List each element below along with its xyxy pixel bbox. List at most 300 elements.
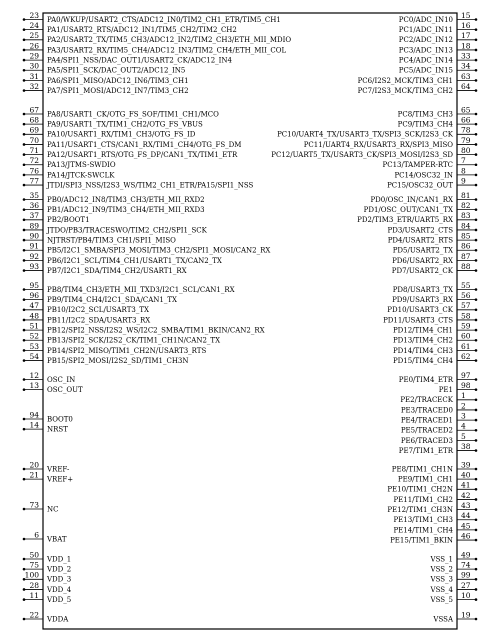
pin-name: VSS_4 [430, 585, 453, 594]
pin-name: PD0/OSC_IN/CAN1_RX [370, 195, 453, 204]
pin-number: 9 [461, 176, 466, 186]
pin-end-dot [23, 229, 26, 232]
pin-number: 42 [461, 490, 471, 500]
pin-name: PC12/UART5_TX/USART3_CK/SPI3_MOSI/I2S3_SD [271, 151, 453, 159]
pin-name: NJTRST/PB4/TIM3_CH1/SPI1_MISO [47, 236, 176, 245]
pin-end-dot [23, 359, 26, 362]
pin-number: 2 [461, 401, 466, 411]
pin-end-dot [475, 319, 478, 322]
pin-end-dot [475, 598, 478, 601]
pin-number: 66 [461, 115, 471, 125]
pin-number: 97 [461, 370, 471, 380]
pin-number: 50 [29, 550, 39, 560]
pin-end-dot [23, 198, 26, 201]
pin-number: 95 [29, 280, 39, 290]
pin-number: 14 [29, 420, 39, 430]
pin-end-dot [475, 208, 478, 211]
pin-number: 8 [461, 166, 466, 176]
pin-end-dot [475, 113, 478, 116]
pin-name: PB13/SPI2_SCK/I2S2_CK/TIM1_CH1N/CAN2_TX [47, 336, 221, 345]
pin-name: OSC_OUT [47, 386, 83, 395]
pin-22 [23, 610, 70, 623]
pin-end-dot [475, 163, 478, 166]
pin-number: 40 [461, 470, 471, 480]
pin-number: 4 [461, 421, 466, 431]
pin-name: PC15/OSC32_OUT [387, 181, 453, 190]
pin-number: 12 [29, 370, 39, 380]
pin-end-dot [475, 339, 478, 342]
pin-end-dot [475, 498, 478, 501]
pin-name: PA10/USART1_RX/TIM1_CH3/OTG_FS_ID [47, 130, 196, 139]
pin-name: PA6/SPI1_MISO/ADC12_IN6/TIM3_CH1 [47, 76, 189, 85]
pin-name: PB14/SPI2_MISO/TIM1_CH2N/USART3_RTS [47, 346, 207, 355]
pin-name: PE9/TIM1_CH1 [397, 475, 453, 484]
pin-end-dot [23, 298, 26, 301]
pin-number: 61 [461, 341, 471, 351]
pin-name: PD9/USART3_RX [392, 296, 453, 305]
pin-end-dot [23, 49, 26, 52]
pin-name: OSC_IN [47, 375, 76, 384]
pin-end-dot [475, 198, 478, 201]
pin-end-dot [475, 259, 478, 262]
pin-number: 67 [29, 105, 39, 115]
pin-number: 65 [461, 105, 471, 115]
pin-end-dot [23, 239, 26, 242]
pin-number: 92 [29, 251, 39, 261]
pin-end-dot [475, 409, 478, 412]
pin-number: 93 [29, 261, 39, 271]
pin-end-dot [475, 539, 478, 542]
pin-number: 49 [461, 550, 471, 560]
pin-number: 7 [461, 156, 466, 166]
pin-number: 39 [461, 460, 471, 470]
pin-end-dot [475, 558, 478, 561]
pin-number: 76 [29, 166, 39, 176]
pin-name: PE0/TIM4_ETR [398, 375, 453, 384]
pin-name: PA0/WKUP/USART2_CTS/ADC12_IN0/TIM2_CH1_ETR/TIM5_CH1 [47, 15, 281, 24]
pin-number: 96 [29, 291, 39, 301]
pin-name: PD4/USART2_RTS [387, 236, 453, 245]
pin-end-dot [23, 269, 26, 272]
pin-end-dot [475, 349, 478, 352]
pin-name: JTDO/PB3/TRACESWO/TIM2_CH2/SPI1_SCK [47, 226, 207, 235]
pin-end-dot [475, 309, 478, 312]
pin-name: PA3/USART2_RX/TIM5_CH4/ADC12_IN3/TIM2_CH4/ETH_MII_COL [47, 46, 287, 55]
pin-end-dot [23, 618, 26, 621]
pin-end-dot [23, 478, 26, 481]
pin-95 [23, 281, 235, 294]
pin-end-dot [475, 28, 478, 31]
pin-end-dot [475, 449, 478, 452]
pin-end-dot [23, 259, 26, 262]
pin-name: PD15/TIM4_CH4 [392, 356, 453, 365]
pin-number: 29 [29, 51, 39, 61]
pin-name: PB8/TIM4_CH3/ETH_MII_TXD3/I2C1_SCL/CAN1_RX [47, 285, 235, 294]
pin-number: 1 [461, 391, 466, 401]
pin-name: JTDI/SPI3_NSS/I2S3_WS/TIM2_CH1_ETR/PA15/SPI1_NSS [47, 181, 254, 190]
pin-number: 55 [461, 280, 471, 290]
pin-end-dot [475, 429, 478, 432]
pin-number: 19 [461, 610, 471, 620]
pin-end-dot [475, 529, 478, 532]
pin-name: NC [47, 505, 59, 514]
pin-end-dot [475, 49, 478, 52]
pin-end-dot [23, 319, 26, 322]
pin-number: 87 [461, 251, 471, 261]
pin-number: 80 [461, 146, 471, 155]
pin-end-dot [23, 79, 26, 82]
pin-73 [23, 500, 59, 513]
pin-number: 72 [29, 156, 39, 166]
pin-number: 35 [29, 190, 39, 200]
pin-name: VSS_3 [430, 575, 453, 584]
pin-name: PE11/TIM1_CH2 [393, 495, 453, 504]
pin-end-dot [475, 518, 478, 521]
pin-number: 22 [29, 610, 39, 620]
pin-number: 38 [461, 441, 471, 451]
pin-name: VSS_1 [430, 555, 453, 564]
pin-number: 21 [29, 470, 39, 480]
pin-number: 15 [461, 10, 471, 20]
pin-number: 54 [29, 351, 39, 361]
pin-end-dot [23, 143, 26, 146]
pin-number: 77 [29, 176, 39, 186]
pin-end-dot [475, 269, 478, 272]
pin-name: PA9/USART1_TX/TIM1_CH2/OTG_FS_VBUS [47, 120, 203, 129]
pin-end-dot [475, 89, 478, 92]
pin-number: 27 [461, 580, 471, 590]
pin-name: PC7/I2S3_MCK/TIM3_CH2 [357, 86, 453, 95]
pin-number: 46 [461, 531, 471, 541]
pin-name: PC1/ADC_IN11 [398, 26, 453, 35]
pin-number: 79 [461, 135, 471, 145]
pin-end-dot [475, 143, 478, 146]
pin-name: VDD_1 [47, 555, 72, 564]
pin-end-dot [475, 153, 478, 156]
pin-name: PC5/ADC_IN15 [398, 66, 453, 75]
pin-name: PB6/I2C1_SCL/TIM4_CH1/USART1_TX/CAN2_TX [47, 256, 222, 265]
pin-number: 5 [461, 431, 466, 441]
pin-name: PE3/TRACED0 [400, 406, 453, 415]
pin-name: PB0/ADC12_IN8/TIM3_CH3/ETH_MII_RXD2 [47, 195, 205, 204]
pin-end-dot [23, 59, 26, 62]
pin-end-dot [23, 113, 26, 116]
pin-end-dot [475, 419, 478, 422]
pin-number: 18 [461, 41, 471, 51]
pin-name: PD12/TIM4_CH1 [392, 326, 453, 335]
pin-name: PD13/TIM4_CH2 [392, 336, 453, 345]
pin-number: 85 [461, 231, 471, 241]
pin-name: PC0/ADC_IN10 [398, 15, 453, 24]
pin-end-dot [23, 378, 26, 381]
pin-name: PD8/USART3_TX [392, 285, 453, 294]
pin-number: 6 [34, 530, 39, 540]
pin-name: PA13/JTMS-SWDIO [47, 161, 116, 170]
pin-name: VSS_2 [430, 565, 453, 574]
pin-name: PB2/BOOT1 [47, 216, 90, 225]
pin-name: PA7/SPI1_MOSI/ADC12_IN7/TIM3_CH2 [47, 86, 189, 95]
pin-name: PA5/SPI1_SCK/DAC_OUT2/ADC12_IN5 [47, 66, 186, 75]
pin-name: PA14/JTCK-SWCLK [47, 171, 115, 180]
pin-name: PC2/ADC_IN12 [398, 36, 453, 45]
pin-end-dot [475, 69, 478, 72]
pin-name: PE6/TRACED3 [400, 436, 453, 445]
pin-end-dot [23, 349, 26, 352]
pin-end-dot [23, 508, 26, 511]
pin-name: PC8/TIM3_CH3 [397, 110, 453, 119]
pin-end-dot [475, 468, 478, 471]
pin-name: PD3/USART2_CTS [387, 226, 453, 235]
pin-name: PE8/TIM1_CH1N [391, 465, 453, 474]
pin-name: PE12/TIM1_CH3N [387, 506, 453, 514]
pin-name: PB10/I2C2_SCL/USART3_TX [47, 306, 149, 315]
pin-name: PD7/USART2_CK [391, 266, 453, 275]
pin-name: VDD_5 [47, 596, 72, 604]
pin-name: PD14/TIM4_CH3 [392, 346, 453, 355]
pin-end-dot [23, 184, 26, 187]
pin-name: PE15/TIM1_BKIN [390, 536, 453, 545]
pin-end-dot [23, 163, 26, 166]
pin-number: 56 [461, 291, 471, 301]
pin-number: 37 [29, 211, 39, 221]
pin-end-dot [475, 329, 478, 332]
pin-number: 11 [29, 591, 39, 600]
pin-name: PD11/USART3_CTS [383, 316, 453, 325]
pin-number: 31 [29, 71, 39, 81]
pin-6 [23, 530, 67, 543]
pin-name: PD1/OSC_OUT/CAN1_TX [363, 206, 453, 215]
pin-name: PB12/SPI2_NSS/I2S2_WS/I2C2_SMBA/TIM1_BKIN/CAN2_RX [47, 326, 265, 335]
pin-end-dot [23, 558, 26, 561]
pin-number: 23 [29, 10, 39, 20]
pin-end-dot [475, 568, 478, 571]
pin-end-dot [23, 153, 26, 156]
pin-number: 74 [461, 560, 471, 570]
pin-end-dot [23, 69, 26, 72]
pin-end-dot [475, 79, 478, 82]
pin-number: 89 [29, 221, 39, 231]
pin-name: PA2/USART2_TX/TIM5_CH3/ADC12_IN2/TIM2_CH3/ETH_MII_MDIO [47, 36, 292, 45]
pin-end-dot [23, 18, 26, 21]
pin-number: 32 [29, 81, 39, 91]
pin-name: PE2/TRACECK [400, 396, 453, 405]
pin-end-dot [23, 329, 26, 332]
pin-number: 73 [29, 500, 39, 510]
pin-name: PA1/USART2_RTS/ADC12_IN1/TIM5_CH2/TIM2_CH2 [47, 26, 237, 35]
pin-name: PE7/TIM1_ETR [398, 446, 453, 455]
pin-number: 88 [461, 261, 471, 271]
pin-name: PB7/I2C1_SDA/TIM4_CH2/USART1_RX [47, 266, 187, 275]
pin-name: PA8/USART1_CK/OTG_FS_SOF/TIM1_CH1/MCO [47, 110, 219, 119]
pin-name: VDDA [47, 615, 69, 624]
pin-name: PC4/ADC_IN14 [398, 56, 453, 65]
pin-number: 94 [29, 410, 39, 420]
pin-end-dot [475, 174, 478, 177]
pin-end-dot [23, 249, 26, 252]
pin-name: PB5/I2C1_SMBA/SPI3_MOSI/TIM3_CH2/SPI1_MOSI/CAN2_RX [47, 246, 271, 255]
pin-end-dot [475, 133, 478, 136]
pin-number: 51 [29, 321, 39, 331]
pin-number: 52 [29, 331, 39, 341]
pin-name: PB15/SPI2_MOSI/I2S2_SD/TIM1_CH3N [47, 356, 189, 365]
pin-end-dot [475, 578, 478, 581]
pin-number: 82 [461, 201, 471, 211]
pin-end-dot [23, 468, 26, 471]
pin-name: NRST [47, 425, 68, 434]
pin-end-dot [475, 184, 478, 187]
pin-name: PD10/USART3_CK [387, 306, 453, 315]
pin-name: BOOT0 [47, 415, 73, 424]
pin-19 [432, 610, 477, 623]
pin-number: 59 [461, 321, 471, 331]
pin-name: VSS_5 [430, 596, 453, 604]
pin-name: PD6/USART2_RX [392, 256, 453, 265]
pin-name: VDD_3 [47, 575, 72, 584]
pin-number: 90 [29, 231, 39, 241]
pin-number: 81 [461, 190, 471, 200]
pin-number: 33 [461, 51, 471, 61]
pin-number: 44 [461, 511, 471, 521]
pin-end-dot [23, 208, 26, 211]
pin-35 [23, 191, 205, 204]
pin-number: 3 [461, 411, 466, 421]
pin-name: PA11/USART1_CTS/CAN1_RX/TIM1_CH4/OTG_FS_DM [47, 140, 242, 149]
pin-name: VBAT [47, 535, 67, 544]
pin-end-dot [23, 133, 26, 136]
pin-name: PB11/I2C2_SDA/USART3_RX [47, 316, 151, 325]
pin-name: PB9/TIM4_CH4/I2C1_SDA/CAN1_TX [47, 296, 177, 305]
pin-name: PE10/TIM1_CH2N [387, 485, 453, 494]
pin-name: PC14/OSC32_IN [394, 171, 453, 180]
pin-number: 69 [29, 125, 39, 135]
pin-name: VREF- [47, 465, 70, 474]
pin-end-dot [475, 249, 478, 252]
pin-end-dot [475, 399, 478, 402]
pin-number: 45 [461, 521, 471, 531]
pin-name: PB1/ADC12_IN9/TIM3_CH4/ETH_MII_RXD3 [47, 206, 205, 215]
pin-end-dot [23, 309, 26, 312]
pin-number: 68 [29, 115, 39, 125]
pin-name: VREF+ [47, 475, 74, 484]
pin-number: 64 [461, 81, 471, 91]
pin-number: 71 [29, 146, 39, 155]
pin-name: PC13/TAMPER-RTC [382, 161, 453, 170]
pin-number: 84 [461, 221, 471, 231]
pin-end-dot [475, 219, 478, 222]
pin-number: 70 [29, 135, 39, 145]
pin-end-dot [23, 288, 26, 291]
pin-end-dot [23, 538, 26, 541]
pin-end-dot [23, 123, 26, 126]
pin-end-dot [475, 488, 478, 491]
pin-number: 60 [461, 331, 471, 341]
pin-end-dot [23, 219, 26, 222]
pin-end-dot [23, 428, 26, 431]
pin-number: 10 [461, 591, 471, 600]
pin-number: 58 [461, 311, 471, 321]
pin-name: PE14/TIM1_CH4 [393, 526, 453, 535]
pin-number: 48 [29, 311, 39, 321]
pin-end-dot [475, 123, 478, 126]
pin-number: 91 [29, 241, 39, 251]
pin-number: 34 [461, 61, 471, 71]
pin-name: PE4/TRACED1 [400, 416, 453, 425]
pin-end-dot [475, 18, 478, 21]
pin-name: PA12/USART1_RTS/OTG_FS_DP/CAN1_TX/TIM1_ETR [47, 151, 238, 159]
pin-name: PE5/TRACED2 [400, 426, 453, 435]
pin-number: 83 [461, 211, 471, 221]
pin-end-dot [475, 239, 478, 242]
pin-number: 24 [29, 21, 39, 31]
pin-number: 13 [29, 381, 39, 391]
pin-end-dot [23, 39, 26, 42]
pin-end-dot [23, 28, 26, 31]
pin-end-dot [23, 174, 26, 177]
pin-number: 75 [29, 560, 39, 570]
pin-name: VDD_2 [47, 565, 72, 574]
pin-name: PC3/ADC_IN13 [398, 46, 453, 55]
pin-number: 20 [29, 460, 39, 470]
pin-end-dot [475, 588, 478, 591]
pin-name: PC6/I2S2_MCK/TIM3_CH1 [357, 76, 453, 85]
pin-number: 17 [461, 31, 471, 41]
pin-number: 25 [29, 31, 39, 41]
pin-name: PD2/TIM3_ETR/UART5_RX [357, 216, 453, 225]
pin-end-dot [475, 229, 478, 232]
pin-end-dot [23, 339, 26, 342]
pin-name: PC11/UART4_RX/USART3_RX/SPI3_MISO [303, 140, 453, 149]
pin-name: PC10/UART4_TX/USART3_TX/SPI3_SCK/I2S3_CK [277, 130, 453, 139]
pin-end-dot [475, 288, 478, 291]
pin-number: 63 [461, 71, 471, 81]
pin-end-dot [475, 298, 478, 301]
pin-number: 53 [29, 341, 39, 351]
pin-end-dot [23, 418, 26, 421]
pin-name: PE1 [438, 386, 453, 395]
pin-number: 98 [461, 381, 471, 391]
pin-number: 26 [29, 41, 39, 51]
pin-name: PD5/USART2_TX [392, 246, 453, 255]
pin-end-dot [475, 508, 478, 511]
pin-end-dot [23, 89, 26, 92]
pin-name: VDD_4 [47, 585, 72, 594]
pin-end-dot [475, 378, 478, 381]
pin-number: 57 [461, 301, 471, 311]
pin-number: 47 [29, 301, 39, 311]
pin-end-dot [23, 388, 26, 391]
pin-number: 36 [29, 201, 39, 211]
pin-end-dot [475, 59, 478, 62]
pin-number: 43 [461, 501, 471, 510]
pin-end-dot [475, 388, 478, 391]
pin-end-dot [475, 39, 478, 42]
pin-number: 100 [24, 570, 39, 580]
pin-end-dot [23, 598, 26, 601]
pin-end-dot [475, 618, 478, 621]
pin-end-dot [475, 478, 478, 481]
pin-number: 78 [461, 125, 471, 135]
pin-name: PA4/SPI1_NSS/DAC_OUT1/USART2_CK/ADC12_IN4 [47, 56, 232, 65]
pin-name: VSSA [433, 615, 453, 624]
pin-number: 86 [461, 241, 471, 251]
pin-number: 28 [29, 580, 39, 590]
pin-name: PC9/TIM3_CH4 [397, 120, 453, 129]
pin-end-dot [475, 439, 478, 442]
pin-number: 30 [29, 61, 39, 71]
pin-number: 41 [461, 480, 471, 490]
pin-name: PE13/TIM1_CH3 [393, 516, 453, 525]
pin-number: 99 [461, 570, 471, 580]
